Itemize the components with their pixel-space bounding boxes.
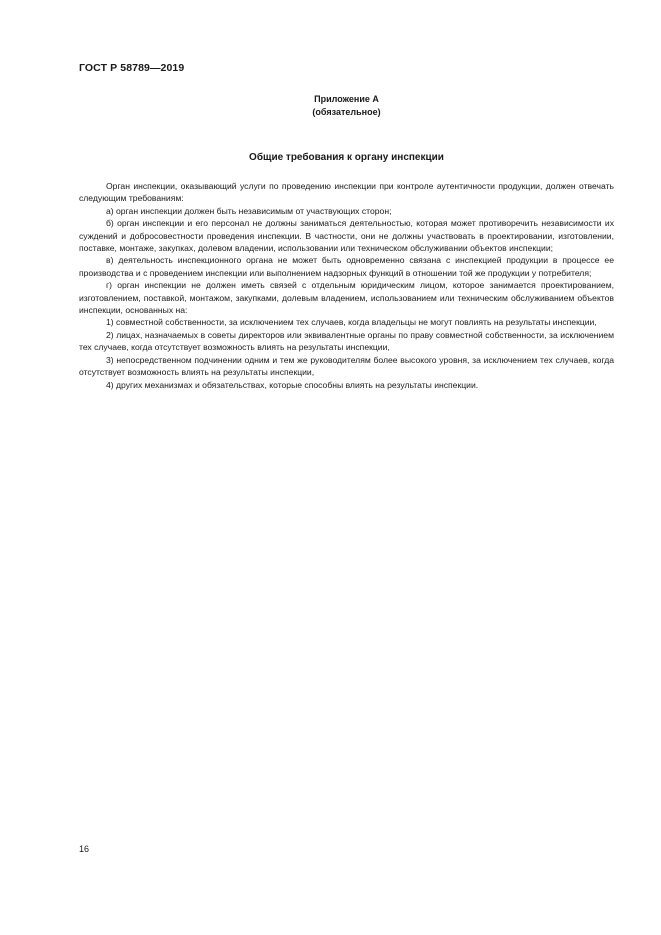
appendix-status: (обязательное): [312, 107, 381, 117]
appendix-heading: [79, 93, 614, 119]
section-title: Общие требования к органу инспекции: [249, 152, 444, 163]
paragraph-intro: Орган инспекции, оказывающий услуги по проведению инспекции при контроле аутентичности продукции, должен отвечать следующим требованиям:: [79, 181, 614, 204]
paragraph-item-a: а) орган инспекции должен быть независимым от участвующих сторон;: [106, 205, 392, 216]
paragraph-item-g: г) орган инспекции не должен иметь связей с отдельным юридическим лицом, которое занимается проектированием, изготовлением, поставкой, монтажом, закупками, долевым владением, использованием или техническим обслуживанием объектов инспекции, основанных на:: [79, 280, 614, 316]
paragraph-item-b: б) орган инспекции и его персонал не должны заниматься деятельностью, которая может противоречить независимости их суждений и добросовестности проведения инспекции. В частности, они не должны участвовать в проектировании, изготовлении, поставке, монтаже, закупках, долевом владении, использовании или техническом обслуживании объектов инспекции;: [79, 218, 614, 254]
paragraph-subitem-1: 1) совместной собственности, за исключением тех случаев, когда владельцы не могут повлиять на результаты инспекции,: [106, 317, 597, 328]
paragraph-subitem-2: 2) лицах, назначаемых в советы директоров или эквивалентные органы по праву совместной собственности, за исключением тех случаев, когда отсутствует возможность влиять на результаты инспекции,: [79, 329, 614, 353]
document-code: ГОСТ Р 58789—2019: [79, 62, 185, 74]
paragraph-subitem-4: 4) других механизмах и обязательствах, которые способны влиять на результаты инспекции.: [106, 379, 479, 390]
paragraph-subitem-3: 3) непосредственном подчинении одним и тем же руководителям более высокого уровня, за исключением тех случаев, когда отсутствует возможность влиять на результаты инспекции,: [79, 354, 614, 378]
paragraph-item-v: в) деятельность инспекционного органа не может быть одновременно связана с инспекцией продукции в процессе ее производства и с проведением инспекции или выполнением надзорных функций в отношении той же продукции у потребителя;: [79, 255, 614, 278]
appendix-title: Приложение А: [314, 94, 379, 104]
body-text: [79, 180, 614, 391]
page-number: 16: [79, 844, 90, 854]
